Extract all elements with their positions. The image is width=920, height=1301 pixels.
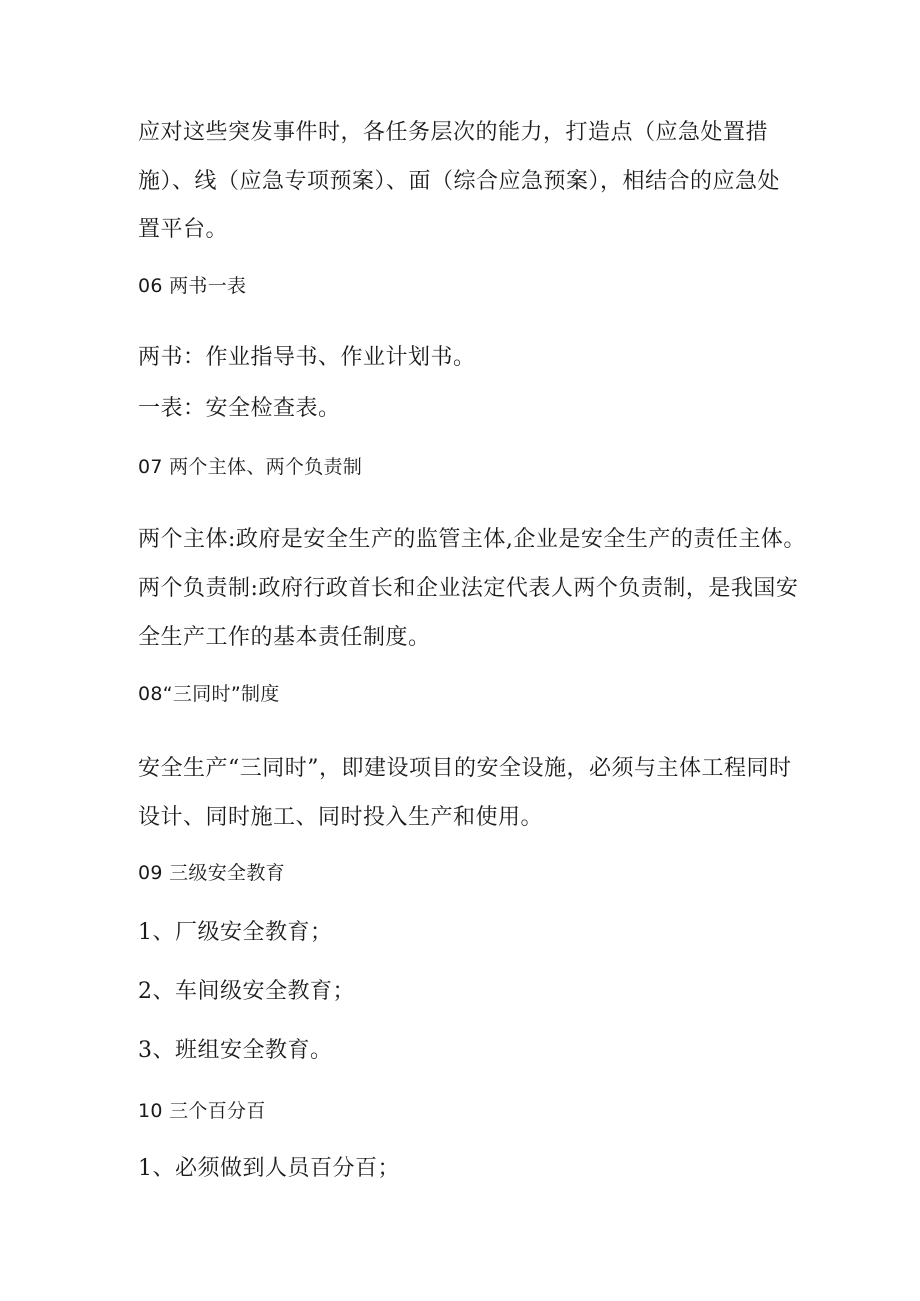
- section-heading-09: 09 三级安全教育: [138, 862, 285, 884]
- section-heading-10: 10 三个百分百: [138, 1100, 266, 1122]
- list-item: 3、班组安全教育。: [138, 1038, 333, 1063]
- paragraph-line: 置平台。: [138, 217, 229, 242]
- paragraph-line: 两书：作业指导书、作业计划书。: [138, 345, 476, 370]
- paragraph-line: 安全生产“三同时”，即建设项目的安全设施，必须与主体工程同时: [138, 756, 792, 781]
- list-item: 1、厂级安全教育；: [138, 920, 333, 945]
- paragraph-line: 施）、线（应急专项预案）、面（综合应急预案），相结合的应急处: [138, 169, 781, 194]
- paragraph-line: 全生产工作的基本责任制度。: [138, 625, 431, 650]
- section-heading-06: 06 两书一表: [138, 275, 247, 297]
- section-heading-08: 08“三同时”制度: [138, 683, 280, 705]
- paragraph-line: 一表：安全检查表。: [138, 396, 341, 421]
- paragraph-line: 设计、同时施工、同时投入生产和使用。: [138, 805, 544, 830]
- section-heading-07: 07 两个主体、两个负责制: [138, 456, 363, 478]
- list-item: 2、车间级安全教育；: [138, 979, 355, 1004]
- paragraph-line: 两个负责制:政府行政首长和企业法定代表人两个负责制，是我国安: [138, 576, 799, 601]
- paragraph-line: 两个主体:政府是安全生产的监管主体,企业是安全生产的责任主体。: [138, 527, 806, 552]
- list-item: 1、必须做到人员百分百；: [138, 1156, 400, 1181]
- paragraph-line: 应对这些突发事件时，各任务层次的能力，打造点（应急处置措: [138, 120, 769, 145]
